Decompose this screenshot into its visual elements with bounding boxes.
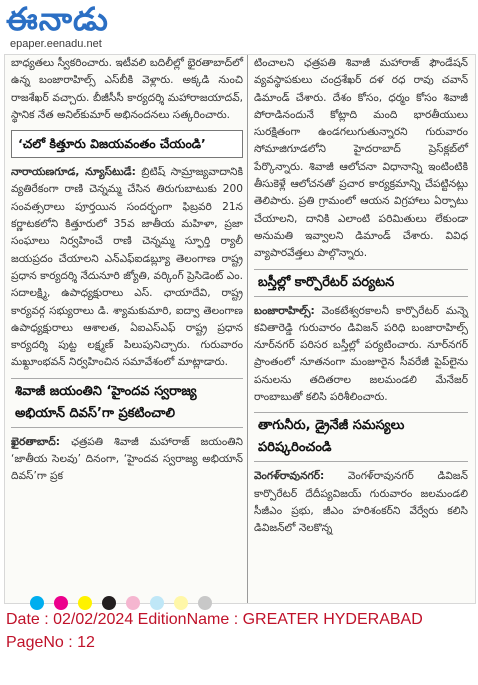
right-story-1-dateline: బంజారాహిల్స్‌: [254,304,315,317]
right-story-2 [254,468,468,537]
eenadu-logo: ఈనాడు [6,0,109,38]
left-story-1 [11,164,243,372]
left-story-2-dateline: ఖైరతాబాద్‌: [11,435,60,448]
left-story-1-dateline: నారాయణగూడ, న్యూస్‌టుడే: [11,166,136,179]
left-intro-text: బాధ్యతలు స్వీకరించారు. ఇటీవలి బదిలీల్లో భైరతాబాద్‌లో ఉన్న బంజారాహిల్స్‌ ఎస్‌బీకి వెళ్లారు. అక్కడి నుంచి రాజశేఖర్‌ వచ్చారు. బీజీసీసీ కార్యదర్శి మహారాజయాదవ్‌, స్థానిక నేత అనిల్‌కుమార్‌ అభినందనలు సత్కరించారు. [11,57,243,121]
column-divider [247,55,248,603]
left-story-2-body: ఛత్రపతి శివాజీ మహారాజ్‌ జయంతిని ‘జాతీయ సెలవు’ దినంగా, ‘హైందవ స్వరాజ్య అభియాన్‌ దివస్‌’గా ప్రక [11,435,243,483]
edition-footer [6,608,423,654]
left-headline-2: శివాజీ జయంతిని ‘హైందవ స్వరాజ్య అభియాన్‌ దివస్‌’గా ప్రకటించాలి [11,378,243,428]
right-headline-2: తాగునీరు, డ్రైనేజీ సమస్యలు పరిష్కరించండి [254,412,468,462]
left-story-1-body: బ్రిటిష్‌ సామ్రాజ్యవాదానికి వ్యతిరేకంగా రాణి చెన్నమ్మ చేసిన తిరుగుబాటుకు 200 సంవత్సరాలు పూర్తయిన సందర్భంగా ఫిబ్రవరి 21న కర్ణాటకలోని కిత్తూరులో 35వ జాతీయ మహిళా, ప్రజా సంఘాలు నిర్వహించే రాణి చెన్నమ్మ స్ఫూర్తి ర్యాలీ జయప్రదం చేయాలని ఎన్‌ఎఫ్‌ఐడబ్ల్యూ తెలంగాణ రాష్ట్ర ప్రధాన కార్యదర్శి నేదునూరి జ్యోతి, వర్కింగ్‌ ప్రెసిడెంట్‌ ఎం. సదాలక్ష్మి, ఉపాధ్యక్షురాలు ఎస్‌. ఛాయాదేవి, రాష్ట్ర కార్యవర్గ సభ్యురాలు డి. శ్యామకుమారి, ఐద్వా తెలంగాణ ఉపాధ్యక్షురాలు ఆశాలత, ఏఐఎస్‌ఎఫ్‌ రాష్ట్ర ప్రధాన కార్యదర్శి పుట్ట లక్ష్మణ్‌ పిలుపునిచ్చారు. గురువారం మఖ్దూంభవన్‌ నిర్వహించిన సమావేశంలో మాట్లాడారు. [11,166,243,369]
epaper-url[interactable]: epaper.eenadu.net [10,38,102,50]
right-story-1-body: వెంకటేశ్వరకాలనీ కార్పొరేటర్‌ మన్నె కవితారెడ్డి గురువారం డివిజన్‌ పరిధి బంజారాహిల్స్‌ నూర్‌నగర్‌ పరిసర బస్తీల్లో పర్యటించారు. నూర్‌నగర్‌ ప్రాంతంలో నూతనంగా మంజూరైన సీవరేజీ పైప్‌లైను పనులను తదితరాల జలమండలి మేనేజర్‌ రాంబాబుతో కలిసి పరిశీలించారు. [254,304,468,404]
left-headline-1: ‘చలో కిత్తూరు విజయవంతం చేయండి’ [11,130,243,158]
right-intro-text: టించాలని ఛత్రపతి శివాజీ మహారాజ్‌ ఫౌండేషన్‌ వ్యవస్థాపకులు చంద్రశేఖర్‌ దళ రధ రావు చవాన్‌ డిమాండ్‌ చేశారు. దేశం కోసం, ధర్మం కోసం శివాజీ పోరాడినందునే కోట్లాది మంది భారతీయులు సురక్షితంగా ఉండగలుగుతున్నారని గురువారం సోమాజిగూడలోని హైదరాబాద్‌ ప్రెస్‌క్లబ్‌లో పేర్కొన్నారు. శివాజీ ఆలోచనా విధానాన్ని ఇంటింటికి తీసుకెళ్లే ఆలోచనతో ప్రచార కార్యక్రమాన్ని చేపట్టినట్లు తెలిపారు. ప్రతి గ్రామంలో ఆయన విగ్రహాలు ఏర్పాటు చేయాలని, దానికి ఎలాంటి పరిమితులు లేకుండా అనుమతి ఇవ్వాలని డిమాండ్‌ చేశారు. వివిధ వ్యాపారవేత్తలు పాల్గొన్నారు. [254,57,468,260]
left-column [7,55,247,603]
newspaper-clipping [4,54,476,604]
page-number-line: PageNo : 12 [6,634,95,651]
right-story-2-dateline: వెంగళ్‌రావునగర్‌: [254,470,325,483]
edition-date-line: Date : 02/02/2024 EditionName : GREATER HYDERABAD [6,611,423,628]
right-story-2-body: వెంగళ్‌రావునగర్‌ డివిజన్‌ కార్పొరేటర్‌ దేదీప్యవిజయ్‌ గురువారం జలమండలి సీజీఎం ప్రభు, జీఎం హరిశంకర్‌ని వేర్వేరు కలిసి డివిజన్‌లో నెలకొన్న [254,470,468,535]
right-column [250,55,472,603]
masthead [4,2,204,54]
right-story-1 [254,303,468,407]
right-headline-1: బస్తీల్లో కార్పొరేటర్‌ పర్యటన [254,269,468,297]
left-story-2 [11,434,243,486]
